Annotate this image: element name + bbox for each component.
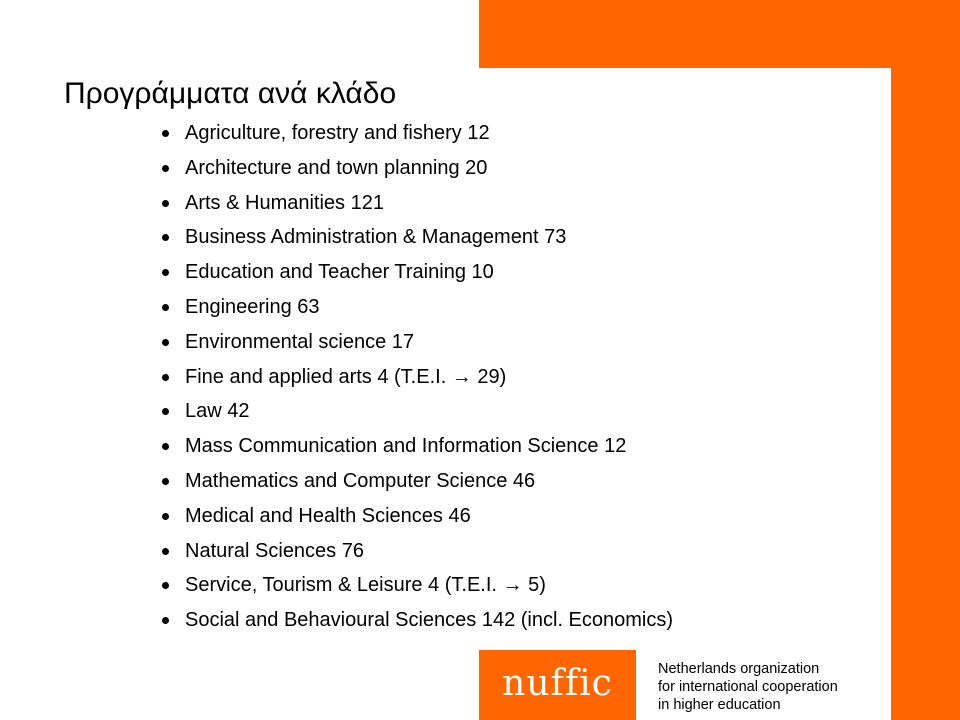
list-item-label: Environmental science 17 bbox=[185, 330, 415, 353]
bullet-icon bbox=[162, 269, 169, 276]
org-tagline-line: in higher education bbox=[658, 697, 781, 713]
bullet-icon bbox=[162, 234, 169, 241]
list-item-label: Natural Sciences 76 bbox=[185, 539, 364, 562]
list-item-label: Service, Tourism & Leisure 4 (T.E.I. → 5) bbox=[185, 574, 546, 597]
list-item bbox=[160, 603, 673, 638]
list-item-label: Business Administration & Management 73 bbox=[185, 226, 567, 249]
list-item bbox=[160, 394, 673, 429]
bullet-icon bbox=[162, 130, 169, 137]
bullet-icon bbox=[162, 304, 169, 311]
bullet-icon bbox=[162, 374, 169, 381]
bullet-icon bbox=[162, 548, 169, 555]
list-item-label: Law 42 bbox=[185, 400, 250, 423]
list-item bbox=[160, 429, 673, 464]
list-item-label: Social and Behavioural Sciences 142 (incl. Economics) bbox=[185, 609, 674, 632]
bullet-icon bbox=[162, 513, 169, 520]
list-item-label: Engineering 63 bbox=[185, 295, 320, 318]
list-item-label: Mass Communication and Information Science 12 bbox=[185, 435, 627, 458]
list-item-label: Education and Teacher Training 10 bbox=[185, 261, 494, 284]
list-item bbox=[160, 534, 673, 569]
logo-wordmark: nuffic bbox=[502, 663, 613, 704]
accent-bar-right bbox=[891, 0, 960, 720]
nuffic-logo bbox=[479, 650, 636, 720]
list-item-label: Agriculture, forestry and fishery 12 bbox=[185, 122, 490, 144]
list-item bbox=[160, 220, 673, 255]
list-item bbox=[160, 290, 673, 325]
list-item-label: Medical and Health Sciences 46 bbox=[185, 504, 471, 527]
bullet-icon bbox=[162, 443, 169, 450]
org-tagline-line: Netherlands organization bbox=[658, 661, 820, 677]
list-item-label: Architecture and town planning 20 bbox=[185, 156, 488, 179]
slide-title: Προγράμματα ανά κλάδο bbox=[64, 77, 397, 110]
list-item bbox=[160, 151, 673, 186]
accent-bar-top bbox=[479, 0, 960, 68]
program-list bbox=[160, 116, 673, 638]
org-tagline bbox=[658, 660, 838, 714]
bullet-icon bbox=[162, 617, 169, 624]
bullet-icon bbox=[162, 478, 169, 485]
bullet-icon bbox=[162, 165, 169, 172]
list-item bbox=[160, 186, 673, 221]
bullet-icon bbox=[162, 200, 169, 207]
list-item-label: Fine and applied arts 4 (T.E.I. → 29) bbox=[185, 365, 507, 388]
list-item bbox=[160, 568, 673, 603]
list-item bbox=[160, 464, 673, 499]
bullet-icon bbox=[162, 408, 169, 415]
list-item bbox=[160, 116, 673, 151]
list-item-label: Mathematics and Computer Science 46 bbox=[185, 469, 536, 492]
list-item bbox=[160, 499, 673, 534]
bullet-icon bbox=[162, 582, 169, 589]
list-item bbox=[160, 360, 673, 395]
list-item-label: Arts & Humanities 121 bbox=[185, 191, 384, 214]
bullet-icon bbox=[162, 339, 169, 346]
list-item bbox=[160, 325, 673, 360]
list-item bbox=[160, 255, 673, 290]
org-tagline-line: for international cooperation bbox=[658, 679, 838, 695]
